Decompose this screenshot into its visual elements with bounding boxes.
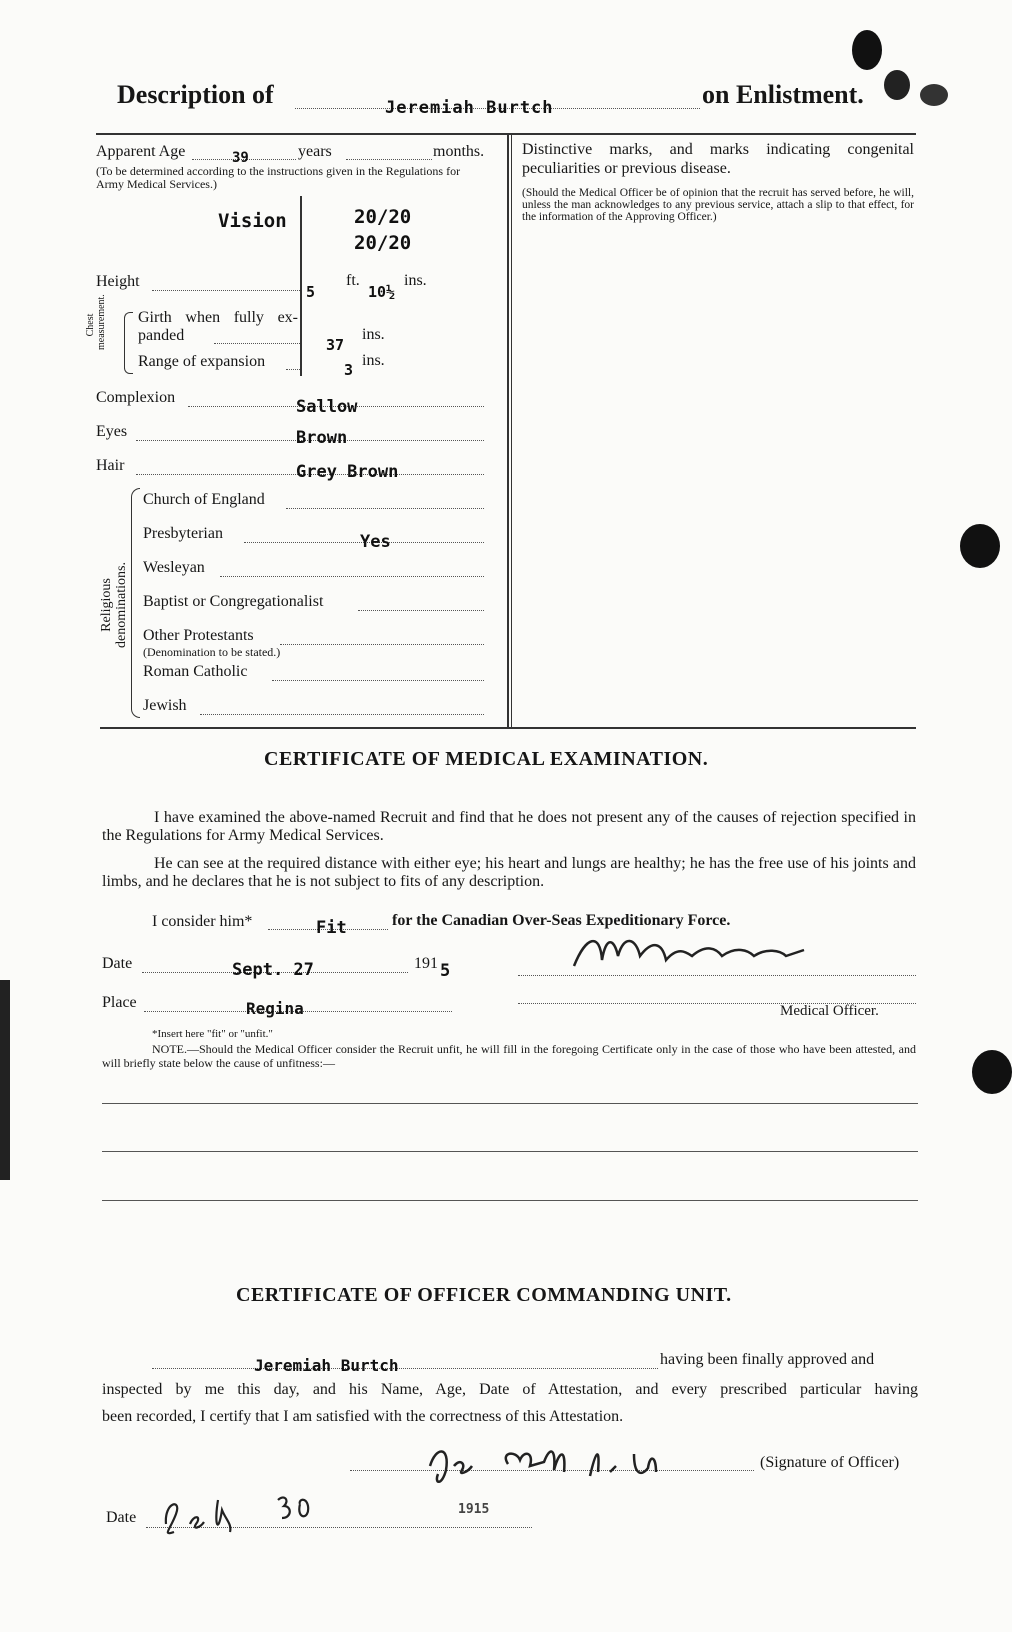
religion-line xyxy=(286,508,484,509)
header-suffix: on Enlistment. xyxy=(702,80,864,109)
signature-of-officer-label: (Signature of Officer) xyxy=(760,1454,900,1471)
eyes-label: Eyes xyxy=(96,423,128,440)
religion-group-label: Religious denominations. xyxy=(99,562,129,648)
religion-other-protestants: Other Protestants xyxy=(143,627,254,644)
religion-jewish: Jewish xyxy=(143,697,187,714)
commanding-date-year: 1915 xyxy=(458,1502,490,1517)
ink-blot xyxy=(972,1050,1012,1094)
column-divider-2 xyxy=(511,133,512,727)
medical-certificate-title: CERTIFICATE OF MEDICAL EXAMINATION. xyxy=(264,748,709,770)
girth-line xyxy=(214,343,300,344)
medical-date-value: Sept. 27 xyxy=(232,960,314,980)
hair-value: Grey Brown xyxy=(296,462,399,482)
religion-wesleyan: Wesleyan xyxy=(143,559,205,576)
ink-blot xyxy=(960,524,1000,568)
vision-value-1: 20/20 xyxy=(354,206,412,228)
religion-line xyxy=(280,644,484,645)
commanding-name-line xyxy=(152,1368,658,1369)
insert-note: *Insert here "fit" or "unfit." xyxy=(152,1028,273,1040)
medical-para-2: He can see at the required distance with either eye; his heart and lungs are healthy; he has the free use of his joints and limbs, and he declares that he is not subject to fits of any description. xyxy=(102,855,916,890)
height-ins-label: ins. xyxy=(404,272,427,289)
religion-line xyxy=(358,610,484,611)
chest-group-label: Chest measurement. xyxy=(85,294,107,350)
section-rule xyxy=(100,727,916,729)
expansion-label: Range of expansion xyxy=(138,353,266,370)
medical-year-digit: 5 xyxy=(440,961,451,981)
religion-baptist: Baptist or Congregationalist xyxy=(143,593,324,610)
age-note: (To be determined according to the instructions given in the Regulations for Army Medical Services.) xyxy=(96,164,461,191)
years-label: years xyxy=(298,143,332,160)
vision-value-2: 20/20 xyxy=(354,232,412,254)
consider-prefix: I consider him* xyxy=(152,913,253,930)
approved-text: having been finally approved and xyxy=(660,1351,875,1368)
complexion-label: Complexion xyxy=(96,389,176,406)
header-prefix: Description of xyxy=(117,80,274,109)
chest-brace xyxy=(124,312,133,374)
recruit-name: Jeremiah Burtch xyxy=(385,98,554,118)
ink-blot xyxy=(852,30,882,70)
girth-value: 37 xyxy=(326,336,345,354)
girth-ins-label: ins. xyxy=(362,326,385,343)
ink-blot xyxy=(884,70,910,100)
months-line xyxy=(346,159,432,160)
distinctive-marks-note: (Should the Medical Officer be of opinion that the recruit has served before, he will, unless the man acknowledges to any previous service, attach a slip to that effect, for the information of the Approving Officer.) xyxy=(522,187,914,223)
column-divider xyxy=(507,133,509,727)
ink-blot xyxy=(920,84,948,106)
vision-label: Vision xyxy=(218,210,287,232)
religion-roman-catholic: Roman Catholic xyxy=(143,663,248,680)
religion-brace xyxy=(131,488,140,718)
consider-value: Fit xyxy=(316,918,347,938)
commanding-line-2: inspected by me this day, and his Name, Age, Date of Attestation, and every prescribed particular having xyxy=(102,1381,918,1398)
unfit-note: NOTE.—Should the Medical Officer consider the Recruit unfit, he will fill in the foregoing Certificate only in the case of those who have been attested, and will briefly state below the cause of unfitness:— xyxy=(102,1042,916,1070)
medical-officer-label: Medical Officer. xyxy=(780,1003,879,1019)
unfitness-line-1 xyxy=(102,1103,918,1104)
religion-presbyterian: Presbyterian xyxy=(143,525,223,542)
commanding-certificate-title: CERTIFICATE OF OFFICER COMMANDING UNIT. xyxy=(236,1284,732,1306)
place-label: Place xyxy=(102,994,137,1011)
religion-line xyxy=(200,714,484,715)
unfitness-line-3 xyxy=(102,1200,918,1201)
girth-label-2: panded xyxy=(138,327,185,344)
commanding-recruit-name: Jeremiah Burtch xyxy=(254,1356,399,1375)
expansion-value: 3 xyxy=(344,361,354,379)
height-label: Height xyxy=(96,273,140,290)
value-divider xyxy=(300,196,302,376)
complexion-value: Sallow xyxy=(296,397,358,417)
height-line xyxy=(152,290,300,291)
commanding-date-handwriting xyxy=(160,1480,390,1540)
height-ft: 5 xyxy=(306,283,316,301)
other-protestants-note: (Denomination to be stated.) xyxy=(143,645,281,659)
medical-date-label: Date xyxy=(102,955,133,972)
expansion-ins-label: ins. xyxy=(362,352,385,369)
religion-presbyterian-value: Yes xyxy=(360,532,391,552)
consider-suffix: for the Canadian Over-Seas Expeditionary Force. xyxy=(392,912,731,929)
hair-label: Hair xyxy=(96,457,125,474)
months-label: months. xyxy=(433,143,485,160)
medical-officer-signature xyxy=(566,926,816,976)
medical-year-prefix: 191 xyxy=(414,955,438,972)
commanding-officer-signature xyxy=(420,1436,720,1492)
ft-label: ft. xyxy=(346,272,360,289)
commanding-line-3: been recorded, I certify that I am satisfied with the correctness of this Attestation. xyxy=(102,1408,624,1425)
top-rule xyxy=(96,133,916,135)
medical-para-1: I have examined the above-named Recruit and find that he does not present any of the causes of rejection specified in the Regulations for Army Medical Services. xyxy=(102,809,916,844)
religion-line xyxy=(272,680,484,681)
scan-edge xyxy=(0,980,10,1180)
girth-label-1: Girth when fully ex- xyxy=(138,309,298,326)
height-in: 10½ xyxy=(368,283,396,301)
unfitness-line-2 xyxy=(102,1151,918,1152)
place-value: Regina xyxy=(246,999,304,1018)
eyes-value: Brown xyxy=(296,428,348,448)
apparent-age-label: Apparent Age xyxy=(96,143,186,160)
religion-line xyxy=(220,576,484,577)
expansion-line xyxy=(286,369,300,370)
age-value: 39 xyxy=(232,150,249,166)
distinctive-marks-heading: Distinctive marks, and marks indicating congenital peculiarities or previous disease. xyxy=(522,141,914,177)
religion-church-of-england: Church of England xyxy=(143,491,265,508)
commanding-date-label: Date xyxy=(106,1509,137,1526)
